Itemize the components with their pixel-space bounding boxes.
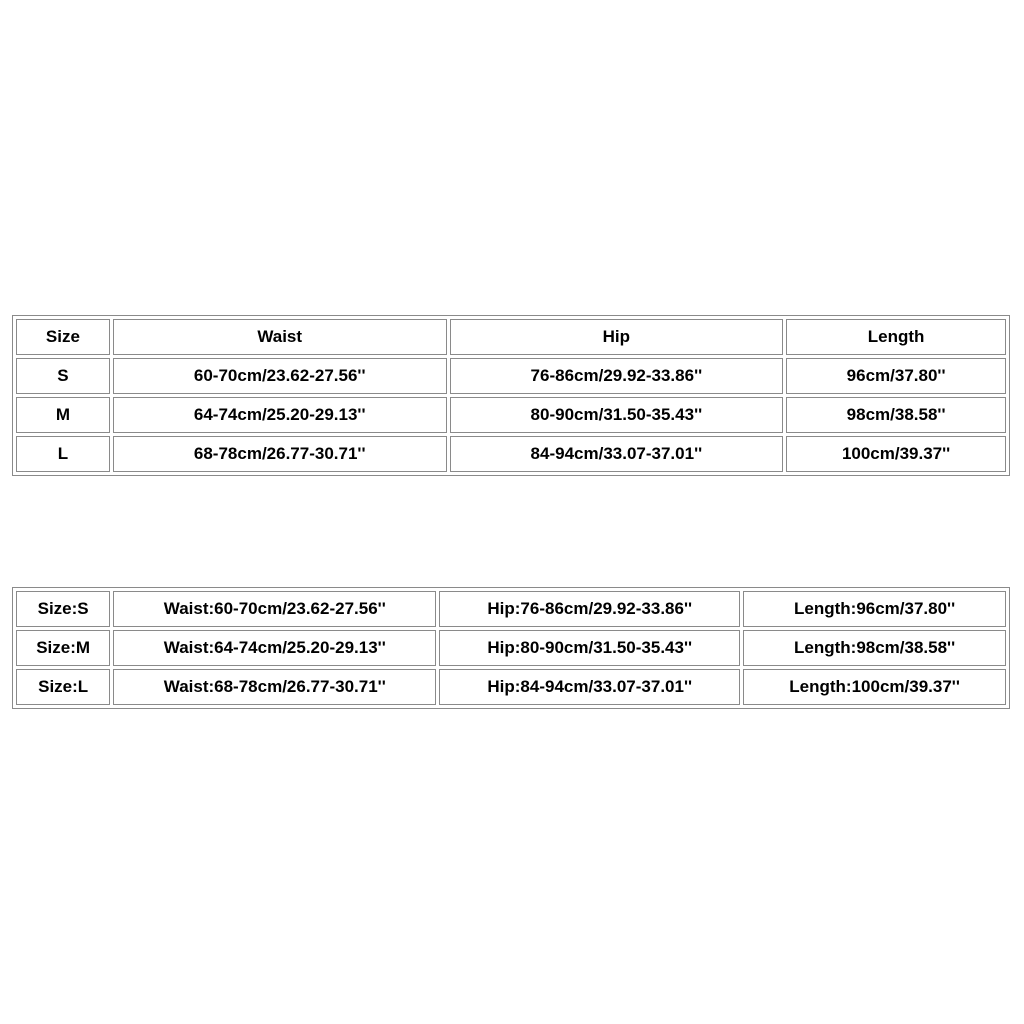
- waist-cell: 68-78cm/26.77-30.71'': [113, 436, 447, 472]
- header-length: Length: [786, 319, 1006, 355]
- size-list-table: [12, 587, 1010, 709]
- hip-cell: 76-86cm/29.92-33.86'': [450, 358, 784, 394]
- size-cell: Size:L: [16, 669, 110, 705]
- table-row: [16, 397, 1006, 433]
- length-cell: 98cm/38.58'': [786, 397, 1006, 433]
- hip-cell: 80-90cm/31.50-35.43'': [450, 397, 784, 433]
- table-row: [16, 436, 1006, 472]
- table-row: [16, 630, 1006, 666]
- size-chart-table: [12, 315, 1010, 476]
- table-row: [16, 669, 1006, 705]
- hip-cell: Hip:76-86cm/29.92-33.86'': [439, 591, 740, 627]
- waist-cell: Waist:60-70cm/23.62-27.56'': [113, 591, 436, 627]
- length-cell: Length:100cm/39.37'': [743, 669, 1006, 705]
- waist-cell: 64-74cm/25.20-29.13'': [113, 397, 447, 433]
- hip-cell: Hip:84-94cm/33.07-37.01'': [439, 669, 740, 705]
- length-cell: Length:96cm/37.80'': [743, 591, 1006, 627]
- hip-cell: 84-94cm/33.07-37.01'': [450, 436, 784, 472]
- hip-cell: Hip:80-90cm/31.50-35.43'': [439, 630, 740, 666]
- table-row: [16, 358, 1006, 394]
- table-header-row: [16, 319, 1006, 355]
- length-cell: Length:98cm/38.58'': [743, 630, 1006, 666]
- waist-cell: Waist:64-74cm/25.20-29.13'': [113, 630, 436, 666]
- header-waist: Waist: [113, 319, 447, 355]
- waist-cell: Waist:68-78cm/26.77-30.71'': [113, 669, 436, 705]
- header-hip: Hip: [450, 319, 784, 355]
- waist-cell: 60-70cm/23.62-27.56'': [113, 358, 447, 394]
- length-cell: 96cm/37.80'': [786, 358, 1006, 394]
- length-cell: 100cm/39.37'': [786, 436, 1006, 472]
- size-cell: L: [16, 436, 110, 472]
- size-cell: S: [16, 358, 110, 394]
- size-cell: Size:M: [16, 630, 110, 666]
- table-row: [16, 591, 1006, 627]
- size-cell: Size:S: [16, 591, 110, 627]
- header-size: Size: [16, 319, 110, 355]
- size-cell: M: [16, 397, 110, 433]
